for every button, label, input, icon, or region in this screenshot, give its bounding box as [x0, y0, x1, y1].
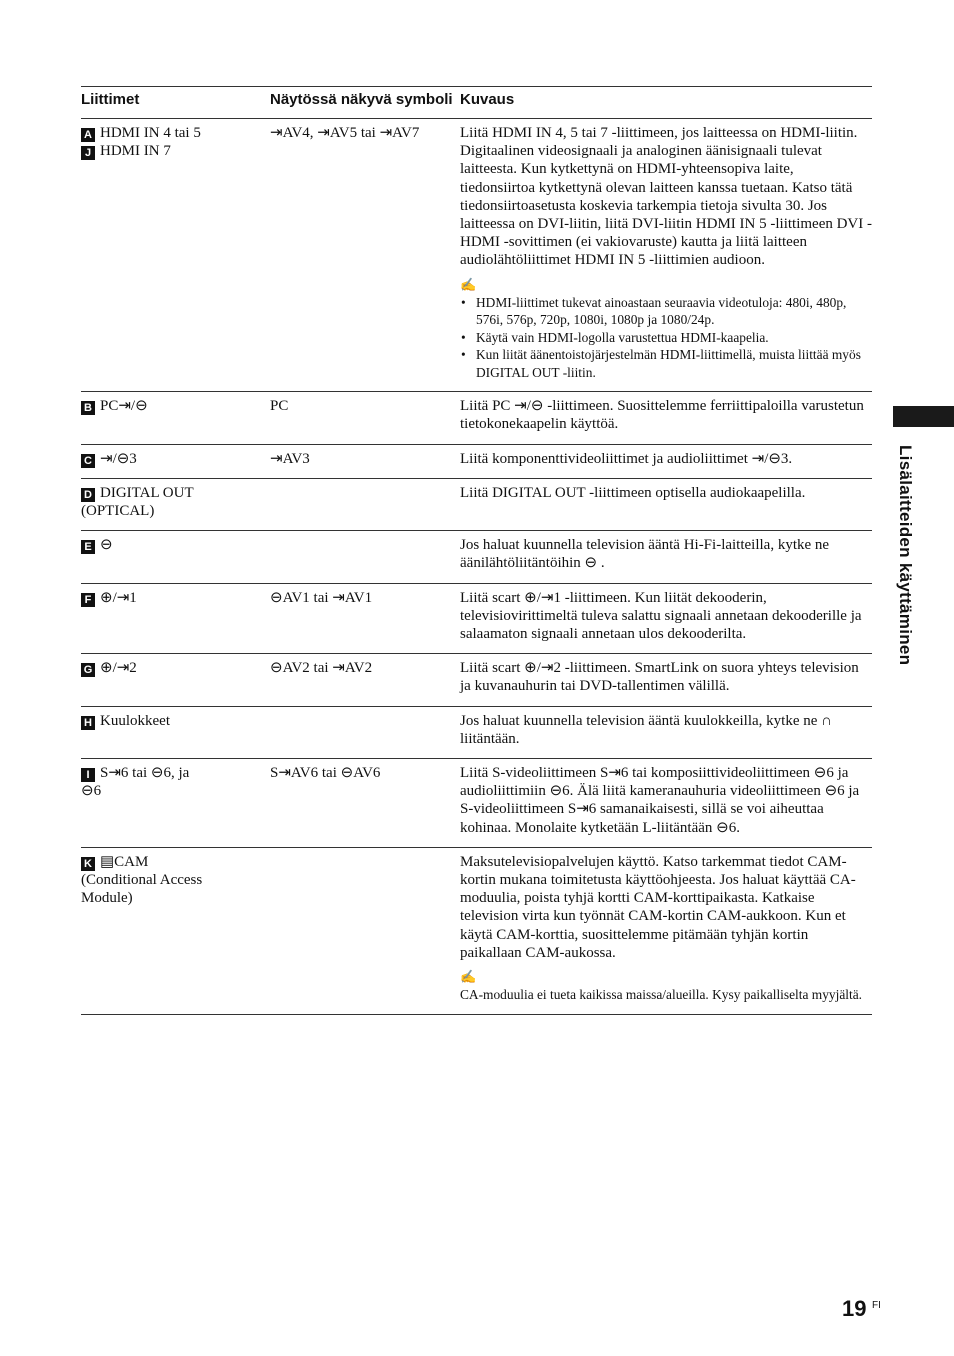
symbol-cell: ⊖AV2 tai ⇥AV2: [270, 660, 373, 677]
connector-cell: [81, 758, 270, 847]
connector-cell: [81, 444, 270, 478]
note-icon: ✍: [460, 969, 477, 984]
table-row: [81, 847, 872, 1014]
table-row: [81, 478, 872, 530]
connector-cell: [81, 478, 270, 530]
description-cell: Jos haluat kuunnella television ääntä Hi-Fi-laitteilla, kytke ne äänilähtöliitäntöihin ⊖ .: [460, 537, 830, 572]
connectors-table: [81, 86, 872, 1015]
label-badge: D: [81, 488, 95, 502]
description-cell: Liitä scart ⊕/⇥1 -liittimeen. Kun liität dekooderin, televisiovirittimeltä tuleva salattu signaali annetaan dekooderille ja salaamaton signaali annetaan ulos dekooderilta.: [460, 589, 862, 642]
connector-name: Kuulokkeet: [100, 712, 170, 729]
description-cell: Liitä S-videoliittimeen S⇥6 tai komposiittivideoliittimeen ⊖6 ja audioliittimiin ⊖6. Älä liitä kameranauhuria videoliittimeen ⊖6 ja S-videoliittimeen S⇥6 samanaikaisesti, sillä se voi aiheuttaa kohinaa. Monolaite kytketään L-liitäntään ⊖6.: [460, 764, 860, 836]
description-text: Liitä HDMI IN 4, 5 tai 7 -liittimeen, jos laitteessa on HDMI-liitin. Digitaalinen videosignaali ja analoginen äänisignaali tulevat laitteesta. Kun kytkettynä on HDMI-yhteensopiva laite, tiedonsiirtoa kytkettynä olevan laitteen kanssa tuetaan. Katso tätä tiedonsiirtoasetusta koskevia tarkempia tietoja sivulta 30. Jos laitteessa on DVI-liitin, liitä DVI-liitin HDMI IN 5 -liittimeen DVI - HDMI -sovittimen (ei vakiovaruste) kautta ja liitä laitteen audiolähtöliittimet HDMI IN 5 -liittimien audioon.: [460, 125, 873, 269]
section-side-title: [895, 445, 917, 685]
table-header-row: [81, 87, 872, 119]
connector-name: ▤CAM: [100, 853, 149, 870]
connector-cell: [81, 847, 270, 1014]
header-symbol: Näytössä näkyvä symboli: [270, 91, 453, 108]
symbol-cell: S⇥AV6 tai ⊖AV6: [270, 764, 381, 781]
connector-name: ⊕/⇥1: [100, 589, 137, 606]
label-badge: H: [81, 716, 95, 730]
description-cell: Jos haluat kuunnella television ääntä kuulokkeilla, kytke ne ∩ liitäntään.: [460, 712, 832, 747]
symbol-cell: [270, 478, 460, 530]
table-row: [81, 706, 872, 758]
connector-cell: [81, 531, 270, 583]
symbol-cell: [270, 706, 460, 758]
page-language: FI: [872, 1300, 881, 1311]
table-row: [81, 758, 872, 847]
table-row: [81, 583, 872, 654]
connector-name: (OPTICAL): [81, 502, 155, 519]
table-row: [81, 654, 872, 706]
table-row: [81, 444, 872, 478]
note-item: • Kun liität äänentoistojärjestelmän HDMI-liittimellä, muista liittää myös DIGITAL OUT -liitin.: [460, 346, 872, 381]
connector-name: Module): [81, 890, 133, 907]
symbol-cell: PC: [270, 398, 289, 415]
connector-name: S⇥6 tai ⊖6, ja: [100, 764, 190, 781]
connector-name: HDMI IN 7: [100, 143, 171, 160]
description-cell: [460, 119, 872, 392]
label-badge: K: [81, 857, 95, 871]
connector-cell: [81, 583, 270, 654]
note-text: CA-moduulia ei tueta kaikissa maissa/alueilla. Kysy paikalliselta myyjältä.: [460, 987, 862, 1002]
symbol-cell: ⊖AV1 tai ⇥AV1: [270, 589, 373, 606]
label-badge: A: [81, 128, 95, 142]
table-row: [81, 531, 872, 583]
description-cell: [460, 847, 872, 1014]
connector-name: DIGITAL OUT: [100, 484, 194, 501]
description-cell: Liitä PC ⇥/⊖ -liittimeen. Suosittelemme ferriittipaloilla varustetun tietokonekaapelin käyttöä.: [460, 398, 864, 433]
connector-cell: [81, 119, 270, 392]
note-icon: ✍: [460, 276, 477, 292]
table-row: [81, 392, 872, 444]
connector-cell: [81, 654, 270, 706]
label-badge: B: [81, 401, 95, 415]
page-number: 19: [842, 1296, 867, 1321]
connector-name: PC⇥/⊖: [100, 398, 148, 415]
table-row: [81, 119, 872, 392]
connector-name: (Conditional Access: [81, 871, 203, 888]
label-badge: G: [81, 663, 95, 677]
label-badge: C: [81, 454, 95, 468]
label-badge: F: [81, 593, 95, 607]
notes-list: [460, 294, 872, 382]
connector-name: ⊖6: [81, 783, 102, 800]
label-badge: I: [81, 768, 95, 782]
connector-cell: [81, 706, 270, 758]
connector-name: HDMI IN 4 tai 5: [100, 125, 201, 141]
description-text: Maksutelevisiopalvelujen käyttö. Katso tarkemmat tiedot CAM-kortin mukana toimitetusta käyttöohjeesta. Jos haluat käyttää CA-moduulia, poista tyhjä kortti CAM-korttipaikasta. Katkaise television virta kun työnnät CAM-kortin CAM-aukkoon. Kun et käytä CAM-korttia, suosittelemme pitämään tyhjän kortin paikallaan CAM-aukossa.: [460, 853, 856, 961]
connector-name: ⊕/⇥2: [100, 660, 137, 677]
label-badge: E: [81, 540, 95, 554]
description-cell: Liitä komponenttivideoliittimet ja audioliittimet ⇥/⊖3.: [460, 450, 793, 467]
label-badge: J: [81, 146, 95, 160]
symbol-cell: [270, 531, 460, 583]
section-tab-marker: [893, 406, 954, 427]
connector-name: ⊖: [100, 537, 113, 554]
note-item: • Käytä vain HDMI-logolla varustettua HDMI-kaapelia.: [460, 329, 872, 347]
header-connectors: Liittimet: [81, 91, 140, 108]
connector-name: ⇥/⊖3: [100, 450, 137, 467]
note-item: • HDMI-liittimet tukevat ainoastaan seuraavia videotuloja: 480i, 480p, 576i, 576p, 720p, 1080i, 1080p ja 1080/24p.: [460, 294, 872, 329]
symbol-cell: ⇥AV3: [270, 450, 310, 467]
connector-cell: [81, 392, 270, 444]
symbol-cell: [270, 847, 460, 1014]
symbol-cell: ⇥AV4, ⇥AV5 tai ⇥AV7: [270, 125, 420, 141]
side-title-text: Lisälaitteiden käyttäminen: [896, 445, 915, 666]
header-description: Kuvaus: [460, 91, 515, 108]
description-cell: Liitä DIGITAL OUT -liittimeen optisella audiokaapelilla.: [460, 484, 806, 501]
description-cell: Liitä scart ⊕/⇥2 -liittimeen. SmartLink on suora yhteys television ja kuvanauhurin tai DVD-tallentimen välillä.: [460, 660, 859, 695]
